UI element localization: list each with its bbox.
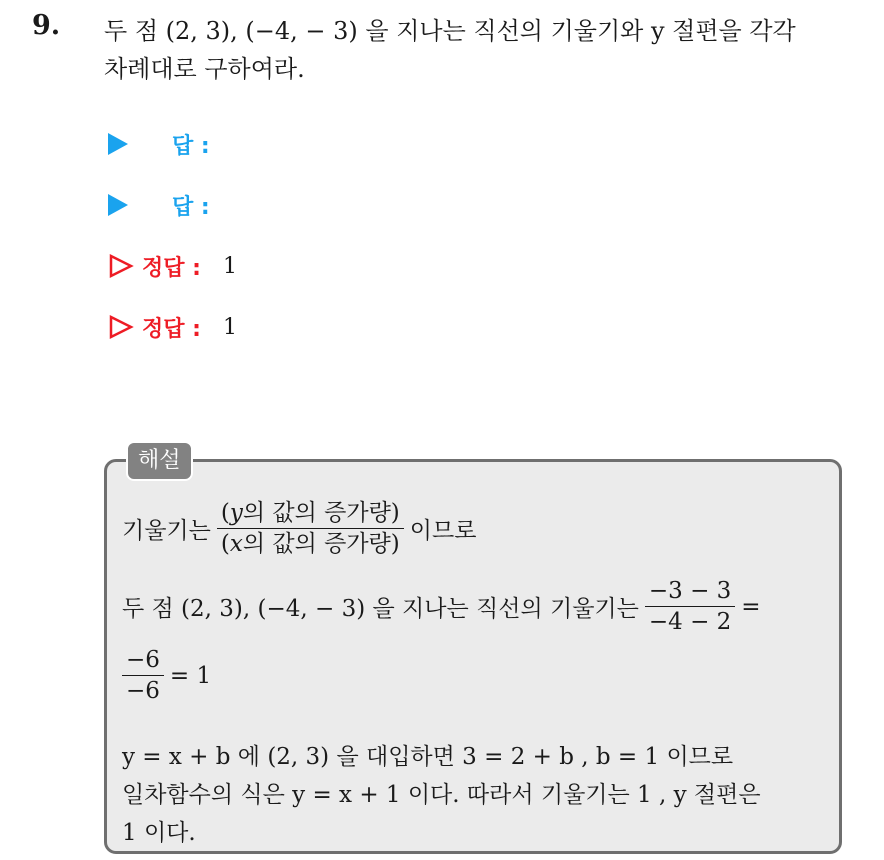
fraction-denominator: −6 <box>126 678 160 704</box>
question-text-line1: 두 점 (2, 3), (−4, − 3) 을 지나는 직선의 기울기와 y 절편을 각각 <box>104 17 796 45</box>
slope-definition-fraction <box>217 498 404 559</box>
fraction-numerator: (y의 값의 증가량) <box>220 500 400 526</box>
fraction-denominator: −4 − 2 <box>648 609 732 635</box>
equals-sign: = <box>741 593 761 620</box>
fraction-denominator: (x의 값의 증가량) <box>220 531 400 557</box>
play-arrow-icon <box>108 194 128 216</box>
simplified-fraction <box>122 645 164 706</box>
solution-line-5: 일차함수의 식은 y = x + 1 이다. 따라서 기울기는 1 , y 절편은 <box>122 782 761 808</box>
correct-answer-value: 1 <box>222 253 237 279</box>
answer-label: 답 : <box>172 194 210 220</box>
solution-line-1 <box>122 498 476 559</box>
answer-label: 답 : <box>172 133 210 159</box>
answer-row-1 <box>108 126 210 162</box>
correct-answer-label: 정답 : <box>142 316 201 342</box>
fraction-numerator: −3 − 3 <box>648 578 732 604</box>
slope-calc-text: 두 점 (2, 3), (−4, − 3) 을 지나는 직선의 기울기는 <box>122 596 639 622</box>
slope-result: = 1 <box>169 662 212 689</box>
fraction-numerator: −6 <box>126 647 160 673</box>
correct-answer-value: 1 <box>222 314 237 340</box>
question-text <box>104 12 864 88</box>
solution-tag: 해설 <box>126 441 193 481</box>
slope-calc-fraction <box>645 576 735 637</box>
question-number: 9. <box>32 10 61 41</box>
correct-answer-label: 정답 : <box>142 255 201 281</box>
play-arrow-icon <box>108 133 128 155</box>
solution-line-4: y = x + b 에 (2, 3) 을 대입하면 3 = 2 + b , b = 1 이므로 <box>122 744 734 770</box>
correct-answer-row-2 <box>108 309 237 345</box>
slope-prefix: 기울기는 <box>122 518 211 544</box>
solution-line-6: 1 이다. <box>122 820 196 846</box>
outline-arrow-icon <box>108 314 134 340</box>
slope-suffix: 이므로 <box>409 518 477 544</box>
outline-arrow-icon <box>108 253 134 279</box>
solution-line-3 <box>122 645 211 706</box>
solution-line-2 <box>122 576 761 637</box>
question-text-line2: 차례대로 구하여라. <box>104 55 305 83</box>
correct-answer-row-1 <box>108 248 237 284</box>
answer-row-2 <box>108 187 210 223</box>
